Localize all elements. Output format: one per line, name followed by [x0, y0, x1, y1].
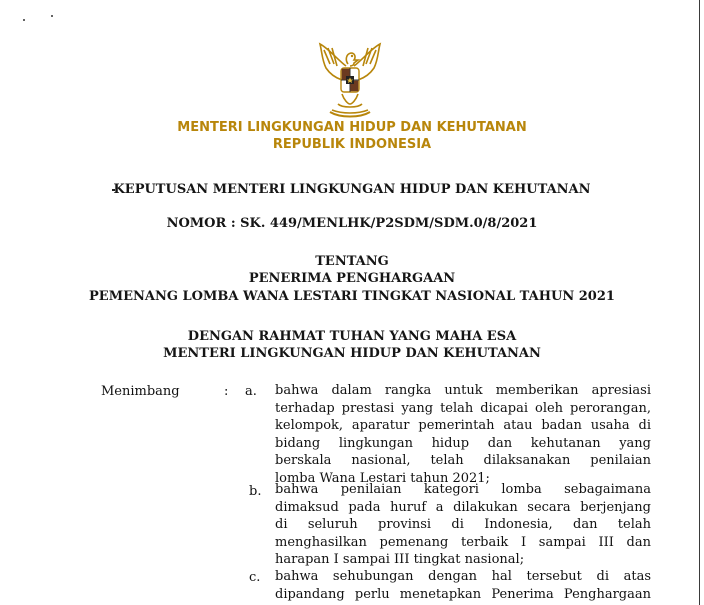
- item-b-line: harapan I sampai III tingkat nasional;: [275, 552, 525, 567]
- item-b-line: di seluruh provinsi di Indonesia, dan telah: [275, 517, 651, 532]
- item-c-line: dipandang perlu menetapkan Penerima Penghargaan: [275, 586, 651, 602]
- decree-number: NOMOR : SK. 449/MENLHK/P2SDM/SDM.0/8/2021: [166, 216, 538, 231]
- item-a-line: berskala nasional, telah dilaksanakan penilaian: [275, 453, 651, 468]
- considering-item-b: [275, 481, 651, 569]
- ministry-name: MENTERI LINGKUNGAN HIDUP DAN KEHUTANAN: [177, 120, 527, 135]
- preamble-line2: MENTERI LINGKUNGAN HIDUP DAN KEHUTANAN: [163, 346, 541, 361]
- considering-label: Menimbang: [101, 384, 180, 399]
- scan-speck: [23, 19, 25, 21]
- item-marker-b: b.: [249, 484, 262, 499]
- decree-subject-line1: PENERIMA PENGHARGAAN: [248, 271, 456, 286]
- garuda-emblem-icon: [308, 38, 392, 122]
- scan-speck: [51, 15, 53, 17]
- item-a-line: terhadap prestasi yang telah dicapai oleh perorangan,: [275, 400, 651, 416]
- decree-subject-line2: PEMENANG LOMBA WANA LESTARI TINGKAT NASIONAL TAHUN 2021: [89, 289, 615, 304]
- decree-about: TENTANG: [315, 254, 389, 269]
- item-marker-c: c.: [249, 570, 261, 585]
- item-b-line: dimaksud pada huruf a dilakukan secara berjenjang: [275, 499, 651, 515]
- decree-title: KEPUTUSAN MENTERI LINGKUNGAN HIDUP DAN KEHUTANAN: [113, 182, 591, 197]
- item-b-line: bahwa penilaian kategori lomba sebagaimana: [275, 482, 651, 497]
- item-a-line: bidang lingkungan hidup dan kehutanan yang: [275, 435, 651, 451]
- item-a-line: bahwa dalam rangka untuk memberikan apresiasi: [275, 383, 651, 398]
- considering-item-a: [275, 382, 651, 487]
- considering-item-c: [275, 568, 651, 603]
- item-b-line: menghasilkan pemenang terbaik I sampai III dan: [275, 534, 651, 550]
- preamble-line1: DENGAN RAHMAT TUHAN YANG MAHA ESA: [187, 329, 517, 344]
- considering-colon: :: [224, 384, 229, 399]
- item-marker-a: a.: [245, 384, 257, 399]
- item-a-line: kelompok, aparatur pemerintah atau badan usaha di: [275, 418, 651, 433]
- item-c-line: bahwa sehubungan dengan hal tersebut di atas: [275, 569, 651, 584]
- country-name: REPUBLIK INDONESIA: [272, 137, 432, 152]
- item-a-line: lomba Wana Lestari tahun 2021;: [275, 470, 490, 486]
